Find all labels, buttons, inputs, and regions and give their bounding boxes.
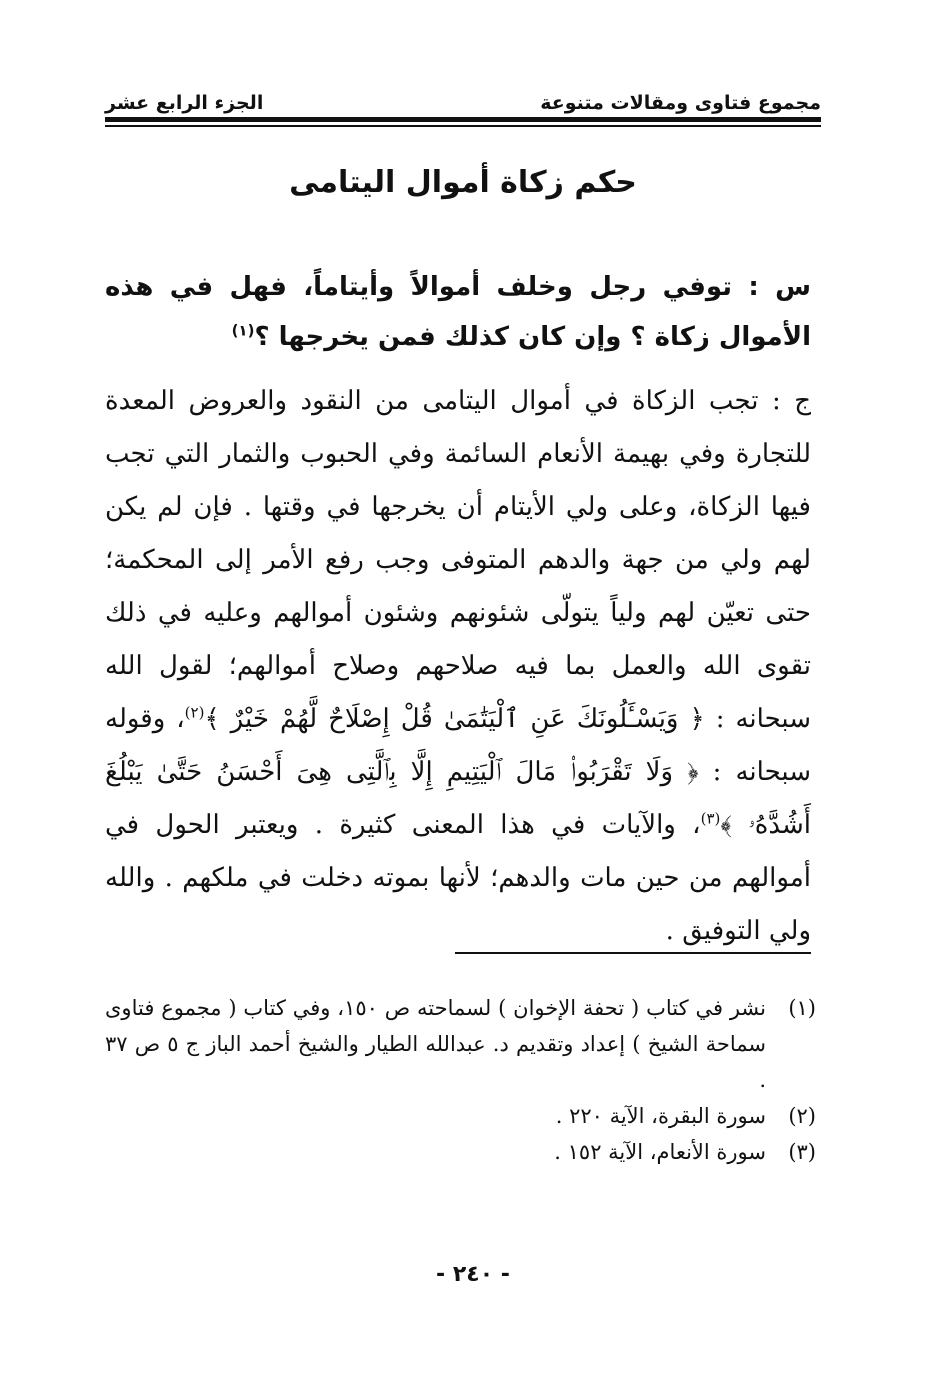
question-prefix: س :	[748, 272, 811, 302]
footnote-number: (١)	[788, 996, 816, 1020]
answer-prefix: ج :	[771, 386, 811, 416]
volume-label: الجزء الرابع عشر	[105, 92, 264, 114]
answer-text-2: ، وقوله سبحانه :	[105, 704, 811, 787]
footnote-text: سورة الأنعام، الآية ١٥٢ .	[554, 1140, 766, 1164]
footnote-text: نشر في كتاب ( تحفة الإخوان ) لسماحته ص ١٥٠، وفي كتاب ( مجموع فتاوى سماحة الشيخ ) إعداد وتقديم د. عبدالله الطيار والشيخ أحمد الباز ج ٥ ص ٣٧ .	[105, 996, 766, 1092]
question-paragraph	[105, 262, 811, 362]
footnote-item	[105, 1134, 816, 1170]
answer-text-3: ، والآيات في هذا المعنى كثيرة . ويعتبر الحول في أموالهم من حين مات والدهم؛ لأنها بموته دخلت في ملكهم . والله ولي التوفيق .	[105, 810, 811, 946]
footnote-item	[105, 1098, 816, 1134]
running-header	[105, 82, 821, 114]
footnote-number: (٢)	[788, 1104, 816, 1128]
page-title: حكم زكاة أموال اليتامى	[289, 165, 637, 200]
quran-verse-2: ﴿ وَلَا تَقْرَبُوا۟ مَالَ ٱلْيَتِيمِ إِلَّا بِٱلَّتِى هِىَ أَحْسَنُ حَتَّىٰ يَبْلُغَ أَشُدَّهُۥ ﴾	[105, 757, 811, 840]
question-text: توفي رجل وخلف أموالاً وأيتاماً، فهل في هذه الأموال زكاة ؟ وإن كان كذلك فمن يخرجها ؟	[105, 272, 811, 352]
page-number: - ٢٤٠ -	[436, 1262, 510, 1287]
footnote-text: سورة البقرة، الآية ٢٢٠ .	[555, 1104, 766, 1128]
footnote-number: (٣)	[788, 1140, 816, 1164]
header-rule-thick	[105, 117, 821, 122]
answer-text-1: تجب الزكاة في أموال اليتامى من النقود والعروض المعدة للتجارة وفي بهيمة الأنعام السائمة وفي الحبوب والثمار التي تجب فيها الزكاة، وعلى ولي الأيتام أن يخرجها في وقتها . فإن لم يكن لهم ولي من جهة والدهم المتوفى وجب رفع الأمر إلى المحكمة؛ حتى تعيّن لهم ولياً يتولّى شئونهم وشئون أموالهم وعليه في ذلك تقوى الله والعمل بما فيه صلاحهم وصلاح أموالهم؛ لقول الله سبحانه :	[105, 386, 811, 734]
header-rule-thin	[105, 125, 821, 127]
quran-verse-1: ﴿ وَيَسْـَٔلُونَكَ عَنِ ٱلْيَتَٰمَىٰ قُلْ إِصْلَاحٌ لَّهُمْ خَيْرٌ ﴾	[204, 704, 705, 734]
footnote-ref-2: (٢)	[184, 703, 205, 722]
footnote-rule	[455, 952, 811, 954]
answer-paragraph	[105, 375, 811, 958]
footnote-ref-3: (٣)	[700, 809, 721, 828]
footnote-item	[105, 990, 816, 1098]
footnotes	[105, 990, 816, 1170]
footnote-ref-1: (١)	[231, 321, 255, 340]
book-title: مجموع فتاوى ومقالات متنوعة	[540, 92, 821, 114]
